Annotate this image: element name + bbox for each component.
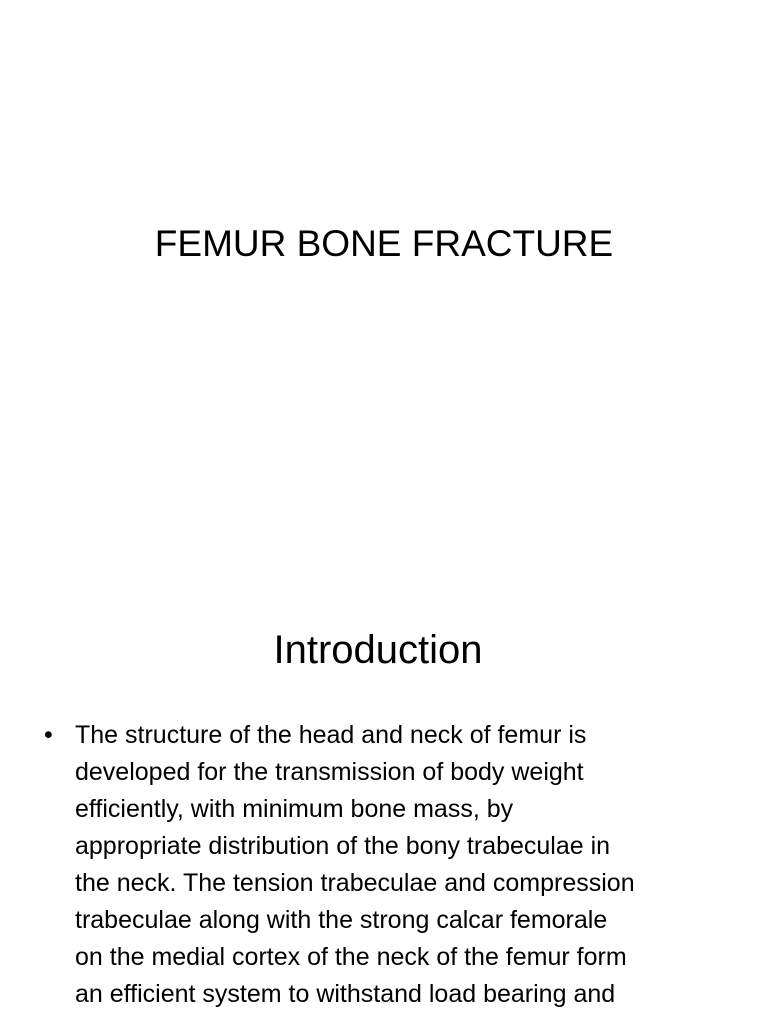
bullet-line: developed for the transmission of body weight bbox=[75, 758, 584, 786]
bullet-line: The structure of the head and neck of femur is bbox=[75, 721, 587, 749]
bullet-line: an efficient system to withstand load bearing and bbox=[75, 980, 616, 1008]
bullet-line: appropriate distribution of the bony trabeculae in bbox=[75, 832, 611, 860]
bullet-line: trabeculae along with the strong calcar femorale bbox=[75, 906, 608, 934]
bullet-line: the neck. The tension trabeculae and compression bbox=[75, 869, 635, 897]
bullet-text bbox=[75, 717, 744, 1013]
bullet-line: efficiently, with minimum bone mass, by bbox=[75, 795, 514, 823]
bullet-list-item bbox=[44, 717, 744, 1013]
bullet-icon: • bbox=[44, 721, 53, 749]
section-heading: Introduction bbox=[273, 628, 483, 672]
slide-title: FEMUR BONE FRACTURE bbox=[154, 223, 614, 264]
bullet-line: on the medial cortex of the neck of the femur form bbox=[75, 943, 627, 971]
